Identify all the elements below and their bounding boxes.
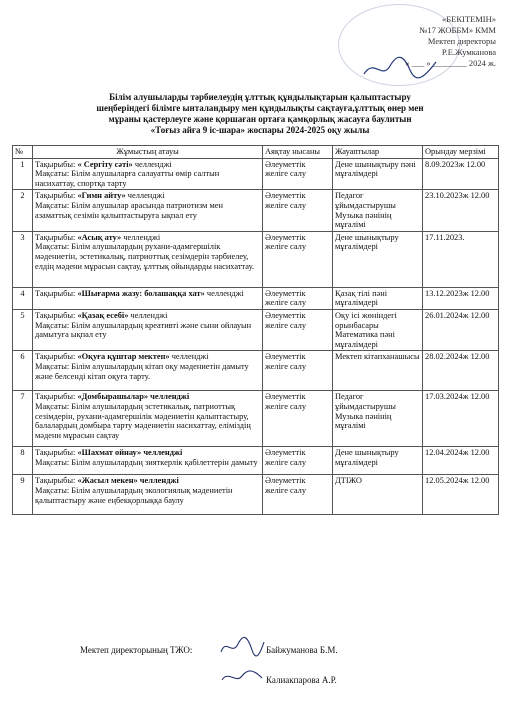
row-completion: Әлеуметтік желіге салу xyxy=(263,287,333,309)
row-goal: Мақсаты: Білім алушылардың зияткерлік қабілеттерін дамыту xyxy=(35,457,258,467)
approval-line-5: « ___ » ________ 2024 ж. xyxy=(405,58,496,68)
row-responsible: Дене шынықтыру пәні мұғалімдері xyxy=(333,158,423,190)
row-name xyxy=(33,309,263,350)
row-topic-prefix: Тақырыбы: xyxy=(35,476,78,486)
row-name xyxy=(33,190,263,231)
row-deadline: 23.10.2023ж 12.00 xyxy=(423,190,499,231)
row-topic-prefix: Тақырыбы: xyxy=(35,232,78,242)
table-row xyxy=(13,158,499,190)
row-name xyxy=(33,351,263,391)
footer-name-2: Калиакпарова А.Р. xyxy=(266,675,337,685)
table-row xyxy=(13,447,499,475)
title-line-4: «Тоғыз айға 9 іс-шара» жоспары 2024-2025 оқу жылы xyxy=(150,125,370,135)
header-name: Жұмыстың атауы xyxy=(33,146,263,159)
table-row xyxy=(13,287,499,309)
row-topic-suffix: челленджі xyxy=(128,310,168,320)
row-topic-prefix: Тақырыбы: xyxy=(35,392,78,402)
footer-name-1: Байжуманова Б.М. xyxy=(266,645,338,655)
approval-block xyxy=(306,14,496,69)
row-deadline: 13.12.2023ж 12.00 xyxy=(423,287,499,309)
row-deadline: 17.11.2023. xyxy=(423,231,499,287)
row-topic-bold: «Қазақ есебі» xyxy=(77,310,129,320)
row-topic xyxy=(35,476,260,486)
row-name xyxy=(33,447,263,475)
row-topic-bold: «Жасыл мекен» челленджі xyxy=(77,476,179,486)
row-deadline: 28.02.2024ж 12.00 xyxy=(423,351,499,391)
row-completion: Әлеуметтік желіге салу xyxy=(263,309,333,350)
row-topic-suffix: челленджі xyxy=(125,191,165,201)
row-topic xyxy=(35,289,260,299)
row-num: 2 xyxy=(13,190,33,231)
row-goal: Мақсаты: Білім алушылардың рухани-адамгершілік мәдениетін, эстетикалық, патриоттық сезімдерін тәрбиелеу, елдің мәдени мұрасын сақтау, ұлттық ойындарды насихаттау. xyxy=(35,242,255,271)
row-deadline: 12.05.2024ж 12.00 xyxy=(423,475,499,515)
row-responsible: Педагог ұйымдастырушы Музыка пәнінің мұғалімі xyxy=(333,190,423,231)
row-topic-prefix: Тақырыбы: xyxy=(35,288,78,298)
row-num: 3 xyxy=(13,231,33,287)
approval-line-4: Р.Е.Жумканова xyxy=(441,47,496,57)
table-row xyxy=(13,351,499,391)
row-topic xyxy=(35,392,260,402)
row-num: 6 xyxy=(13,351,33,391)
row-completion: Әлеуметтік желіге салу xyxy=(263,158,333,190)
row-topic-suffix: челленджі xyxy=(204,288,244,298)
row-responsible: ДТІЖО xyxy=(333,475,423,515)
row-goal: Мақсаты: Білім алушылардың эстетикалық, патриоттық сезімдерін, рухани-адамгершілік мәдениетін қалыптастыру, балалардың домбыра тарту мәдениетін насихаттау, еліміздің мәдени мұрасын сақтау xyxy=(35,401,251,440)
table-header-row xyxy=(13,146,499,159)
row-deadline: 8.09.2023ж 12.00 xyxy=(423,158,499,190)
row-responsible: Мектеп кітапханашысы xyxy=(333,351,423,391)
row-topic-prefix: Тақырыбы: xyxy=(35,159,78,169)
row-responsible: Оқу ісі жөніндегі орынбасары Математика пәні мұғалімдері xyxy=(333,309,423,350)
footer xyxy=(80,644,480,685)
table-row xyxy=(13,231,499,287)
row-num: 9 xyxy=(13,475,33,515)
row-goal: Мақсаты: Білім алушылар арасында патриотизм мен азаматтық сезімін қалыптастыруға ықпал ету xyxy=(35,200,223,220)
row-num: 4 xyxy=(13,287,33,309)
row-topic-bold: «Домбырашылар» челленджі xyxy=(77,392,190,402)
row-topic-bold: «Асық ату» xyxy=(77,232,122,242)
table-row xyxy=(13,391,499,447)
row-goal: Мақсаты: Білім алушылардың экологиялық мәдениетін қалыптастыру және еңбекқорлыққа баулу xyxy=(35,485,233,505)
row-topic-prefix: Тақырыбы: xyxy=(35,352,78,362)
row-topic-suffix: челленджі xyxy=(132,159,172,169)
title-line-1: Білім алушыларды тәрбиелеудің ұлттық құндылықтарын қалыптастыру xyxy=(109,92,411,102)
title-line-3: мұраны қастерлеуге және қоршаған ортаға қамқорлық жасауға баулитын xyxy=(108,114,412,124)
row-completion: Әлеуметтік желіге салу xyxy=(263,231,333,287)
row-topic-prefix: Тақырыбы: xyxy=(35,448,78,458)
row-topic xyxy=(35,311,260,321)
signature-1 xyxy=(218,636,266,658)
row-topic-bold: «Оқуға құштар мектеп» xyxy=(77,352,170,362)
row-topic xyxy=(35,233,260,243)
row-num: 7 xyxy=(13,391,33,447)
signature-2 xyxy=(218,666,266,688)
approval-line-1: «БЕКІТЕМІН» xyxy=(442,14,496,24)
row-completion: Әлеуметтік желіге салу xyxy=(263,475,333,515)
table-row xyxy=(13,190,499,231)
row-topic xyxy=(35,160,260,170)
row-topic-bold: «Шахмат ойнау» челленджі xyxy=(77,448,183,458)
row-topic xyxy=(35,448,260,458)
header-responsible: Жауаптылар xyxy=(333,146,423,159)
row-goal: Мақсаты: Білім алушылардың кітап оқу мәдениетін дамыту және белсенді кітап оқуға тарту. xyxy=(35,361,249,381)
row-name xyxy=(33,158,263,190)
row-name xyxy=(33,391,263,447)
row-num: 5 xyxy=(13,309,33,350)
row-responsible: Педагог ұйымдастырушы Музыка пәнінің мұғалімі xyxy=(333,391,423,447)
row-topic-prefix: Тақырыбы: xyxy=(35,310,78,320)
row-goal: Мақсаты: Білім алушылардың креативті және сыни ойлауын дамытуға ықпал ету xyxy=(35,320,252,340)
row-topic-bold: «Шығарма жазу: болашаққа хат» xyxy=(77,288,205,298)
row-goal: Мақсаты: Білім алушыларға салауатты өмір салтын насихаттау, спортқа тарту xyxy=(35,169,220,188)
document-title xyxy=(40,92,480,136)
row-deadline: 12.04.2024ж 12.00 xyxy=(423,447,499,475)
row-completion: Әлеуметтік желіге салу xyxy=(263,190,333,231)
footer-label: Мектеп директорының ТЖО: xyxy=(80,645,193,655)
row-num: 8 xyxy=(13,447,33,475)
row-name xyxy=(33,475,263,515)
row-num: 1 xyxy=(13,158,33,190)
row-name xyxy=(33,287,263,309)
header-deadline: Орындау мерзімі xyxy=(423,146,499,159)
row-topic xyxy=(35,191,260,201)
row-name xyxy=(33,231,263,287)
row-topic-prefix: Тақырыбы: xyxy=(35,191,78,201)
row-topic-suffix: челленджі xyxy=(169,352,209,362)
row-deadline: 26.01.2024ж 12.00 xyxy=(423,309,499,350)
plan-table xyxy=(12,145,499,515)
approval-line-3: Мектеп директоры xyxy=(427,36,496,46)
row-responsible: Қазақ тілі пәні мұғалімдері xyxy=(333,287,423,309)
row-deadline: 17.03.2024ж 12.00 xyxy=(423,391,499,447)
table-row xyxy=(13,309,499,350)
approval-line-2: №17 ЖОББМ» КММ xyxy=(419,25,496,35)
table-row xyxy=(13,475,499,515)
row-responsible: Дене шынықтыру мұғалімдері xyxy=(333,447,423,475)
row-topic xyxy=(35,352,260,362)
row-topic-bold: «Гимн айту» xyxy=(77,191,126,201)
row-topic-suffix: челленджі xyxy=(121,232,161,242)
header-num: № xyxy=(13,146,33,159)
row-completion: Әлеуметтік желіге салу xyxy=(263,351,333,391)
row-completion: Әлеуметтік желіге салу xyxy=(263,391,333,447)
title-line-2: шеңберіндегі білімге ынталандыру мен құндылықты сақтауға,ұлттық өнер мен xyxy=(96,103,424,113)
row-topic-bold: « Сергіту сәті» xyxy=(77,159,133,169)
row-completion: Әлеуметтік желіге салу xyxy=(263,447,333,475)
row-responsible: Дене шынықтыру мұғалімдері xyxy=(333,231,423,287)
header-completion: Аяқтау нысаны xyxy=(263,146,333,159)
